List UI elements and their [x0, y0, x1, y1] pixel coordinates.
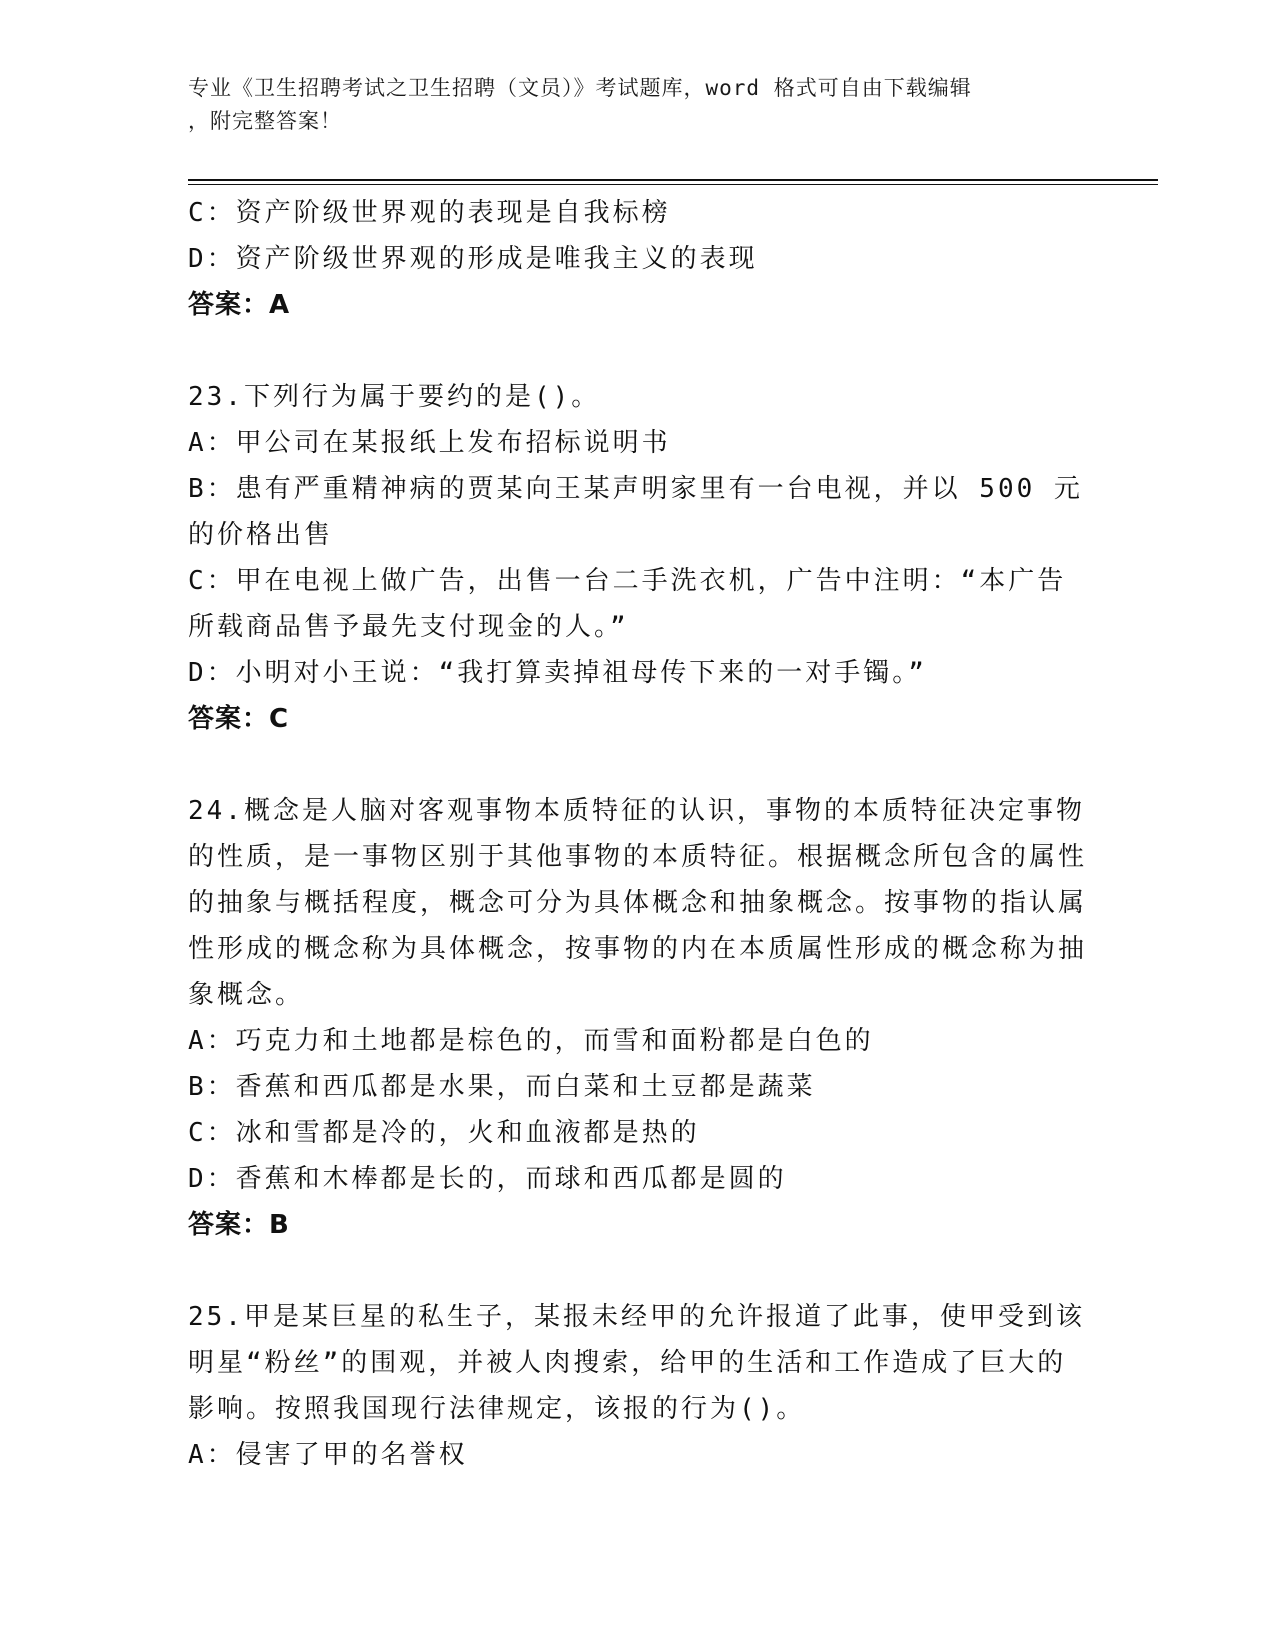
header-divider-thick — [188, 179, 1158, 181]
answer-line: 答案：A — [188, 290, 291, 320]
question-25 — [188, 1294, 1088, 1478]
header-title-line2: ，附完整答案！ — [188, 109, 342, 133]
question-stem: 24.概念是人脑对客观事物本质特征的认识，事物的本质特征决定事物的性质，是一事物区别于其他事物的本质特征。根据概念所包含的属性的抽象与概括程度，概念可分为具体概念和抽象概念。按事物的指认属性形成的概念称为具体概念，按事物的内在本质属性形成的概念称为抽象概念。 — [188, 796, 1088, 1010]
option-d: D：资产阶级世界观的形成是唯我主义的表现 — [188, 244, 758, 274]
option-d: D：小明对小王说：“我打算卖掉祖母传下来的一对手镯。” — [188, 658, 927, 688]
question-24 — [188, 788, 1088, 1248]
option-c: C：资产阶级世界观的表现是自我标榜 — [188, 198, 671, 228]
option-c: C：冰和雪都是冷的，火和血液都是热的 — [188, 1118, 700, 1148]
option-a: A：巧克力和土地都是棕色的，而雪和面粉都是白色的 — [188, 1026, 874, 1056]
question-stem: 23.下列行为属于要约的是()。 — [188, 382, 601, 412]
page-header — [188, 72, 1068, 138]
question-list — [188, 190, 1088, 1478]
option-d: D：香蕉和木棒都是长的，而球和西瓜都是圆的 — [188, 1164, 787, 1194]
question-22-tail — [188, 190, 1088, 328]
option-a: A：甲公司在某报纸上发布招标说明书 — [188, 428, 671, 458]
answer-line: 答案：C — [188, 704, 290, 734]
question-stem: 25.甲是某巨星的私生子，某报未经甲的允许报道了此事，使甲受到该明星“粉丝”的围观，并被人肉搜索，给甲的生活和工作造成了巨大的影响。按照我国现行法律规定，该报的行为()。 — [188, 1302, 1085, 1424]
option-b: B：香蕉和西瓜都是水果，而白菜和土豆都是蔬菜 — [188, 1072, 816, 1102]
header-title-line1: 专业《卫生招聘考试之卫生招聘（文员）》考试题库，word 格式可自由下载编辑 — [188, 76, 972, 100]
option-a: A：侵害了甲的名誉权 — [188, 1440, 468, 1470]
header-divider-thin — [188, 184, 1158, 185]
option-c: C：甲在电视上做广告，出售一台二手洗衣机，广告中注明：“本广告所载商品售予最先支付现金的人。” — [188, 566, 1067, 642]
option-b: B：患有严重精神病的贾某向王某声明家里有一台电视，并以 500 元的价格出售 — [188, 474, 1083, 550]
answer-line: 答案：B — [188, 1210, 290, 1240]
question-23 — [188, 374, 1088, 742]
